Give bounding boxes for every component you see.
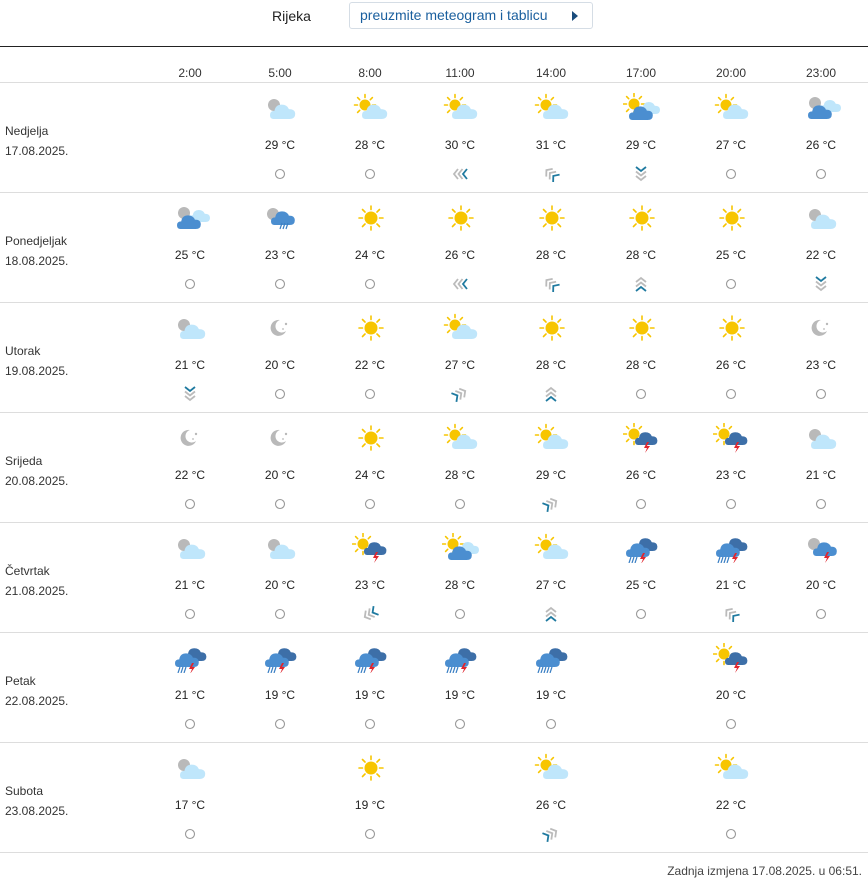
day-label [5,121,68,161]
forecast-cell[interactable] [330,83,410,193]
temperature: 27 °C [715,138,747,152]
temperature: 19 °C [264,688,296,702]
forecast-cell[interactable] [511,413,591,523]
temperature: 28 °C [354,138,386,152]
forecast-cell[interactable] [601,193,681,303]
heavy-rain-thunderstorm-icon [713,533,751,563]
day-date: 18.08.2025. [5,254,69,268]
forecast-cell[interactable] [420,633,500,743]
rain-thunderstorm-icon [352,643,390,673]
temperature: 28 °C [444,468,476,482]
forecast-cell[interactable] [330,523,410,633]
hour-label: 14:00 [535,66,567,80]
rain-thunderstorm-icon [172,643,210,673]
temperature: 22 °C [174,468,206,482]
night-partly-cloudy-icon [803,203,841,233]
forecast-cell[interactable] [150,523,230,633]
temperature: 19 °C [354,798,386,812]
forecast-cell[interactable] [420,413,500,523]
sun-cloud-icon [442,93,480,123]
forecast-cell[interactable] [781,413,861,523]
temperature: 21 °C [805,468,837,482]
sun-clouds-dark-icon [442,533,480,563]
forecast-cell[interactable] [240,633,320,743]
temperature: 22 °C [715,798,747,812]
day-date: 20.08.2025. [5,474,69,488]
sun-icon [533,313,571,343]
sun-icon [713,313,751,343]
sun-cloud-icon [442,313,480,343]
sun-icon [352,753,390,783]
sun-clouds-dark-icon [623,93,661,123]
moon-icon [172,423,210,453]
wind-up-icon [542,606,560,622]
forecast-cell[interactable] [330,633,410,743]
day-date: 22.08.2025. [5,694,69,708]
calm-icon [181,826,199,842]
temperature: 20 °C [264,468,296,482]
temperature: 20 °C [264,358,296,372]
calm-icon [722,166,740,182]
sun-thunderstorm-icon [713,643,751,673]
last-update-text: Zadnja izmjena 17.08.2025. u 06:51. [667,864,862,878]
day-row [0,303,868,413]
temperature: 19 °C [535,688,567,702]
sun-thunderstorm-icon [352,533,390,563]
forecast-cell[interactable] [511,303,591,413]
temperature: 26 °C [535,798,567,812]
sun-thunderstorm-icon [713,423,751,453]
calm-icon [181,276,199,292]
sun-icon [352,203,390,233]
temperature: 17 °C [174,798,206,812]
calm-icon [361,166,379,182]
forecast-cell[interactable] [691,303,771,413]
calm-icon [812,386,830,402]
temperature: 21 °C [174,578,206,592]
temperature: 23 °C [805,358,837,372]
calm-icon [722,386,740,402]
forecast-cell[interactable] [781,83,861,193]
temperature: 28 °C [625,358,657,372]
temperature: 23 °C [354,578,386,592]
wind-upright-icon [451,386,469,402]
forecast-cell[interactable] [511,83,591,193]
day-name: Petak [5,674,36,688]
forecast-cell[interactable] [330,413,410,523]
forecast-cell[interactable] [511,523,591,633]
temperature: 25 °C [625,578,657,592]
sun-cloud-icon [533,93,571,123]
temperature: 24 °C [354,248,386,262]
forecast-cell[interactable] [781,523,861,633]
forecast-cell[interactable] [691,413,771,523]
night-partly-cloudy-icon [172,313,210,343]
wind-up-icon [632,276,650,292]
moon-icon [262,313,300,343]
day-label [5,451,68,491]
sun-cloud-icon [533,423,571,453]
sun-icon [623,313,661,343]
temperature: 20 °C [715,688,747,702]
day-name: Srijeda [5,454,43,468]
hours-header [0,66,868,82]
wind-up-icon [542,386,560,402]
temperature: 29 °C [535,468,567,482]
forecast-cell[interactable] [691,193,771,303]
temperature: 29 °C [264,138,296,152]
forecast-cell[interactable] [691,523,771,633]
day-row [0,193,868,303]
calm-icon [632,386,650,402]
night-rain-icon [262,203,300,233]
night-thunderstorm-icon [803,533,841,563]
heavy-rain-thunderstorm-icon [442,643,480,673]
calm-icon [722,496,740,512]
calm-icon [361,716,379,732]
day-date: 23.08.2025. [5,804,69,818]
hour-label: 11:00 [445,66,475,80]
calm-icon [812,496,830,512]
rain-thunderstorm-icon [623,533,661,563]
forecast-cell[interactable] [781,303,861,413]
calm-icon [722,826,740,842]
hour-label: 17:00 [625,66,657,80]
forecast-cell[interactable] [240,193,320,303]
hour-label: 5:00 [268,66,292,80]
day-name: Nedjelja [5,124,49,138]
forecast-cell[interactable] [601,523,681,633]
night-clouds-dark-icon [803,93,841,123]
wind-left-strong-icon [451,276,469,292]
day-name: Utorak [5,344,41,358]
calm-icon [271,386,289,402]
forecast-cell[interactable] [150,413,230,523]
calm-icon [361,386,379,402]
forecast-cell[interactable] [150,303,230,413]
temperature: 21 °C [715,578,747,592]
sun-icon [533,203,571,233]
sun-cloud-icon [533,533,571,563]
day-label [5,231,68,271]
day-name: Ponedjeljak [5,234,68,248]
calm-icon [271,496,289,512]
forecast-cell[interactable] [240,523,320,633]
temperature: 21 °C [174,358,206,372]
day-row [0,633,868,743]
temperature: 28 °C [535,248,567,262]
temperature: 26 °C [805,138,837,152]
forecast-cell[interactable] [330,303,410,413]
temperature: 28 °C [625,248,657,262]
temperature: 27 °C [535,578,567,592]
sun-cloud-icon [352,93,390,123]
temperature: 20 °C [264,578,296,592]
hour-label: 20:00 [715,66,747,80]
calm-icon [542,716,560,732]
night-partly-cloudy-icon [262,533,300,563]
temperature: 23 °C [264,248,296,262]
day-name: Subota [5,784,44,798]
calm-icon [722,716,740,732]
city-name: Rijeka [272,8,311,24]
night-partly-cloudy-icon [172,533,210,563]
temperature: 21 °C [174,688,206,702]
hour-label: 8:00 [358,66,382,80]
sun-cloud-icon [442,423,480,453]
rain-thunderstorm-icon [262,643,300,673]
night-partly-cloudy-icon [262,93,300,123]
temperature: 19 °C [354,688,386,702]
moon-icon [262,423,300,453]
forecast-cell[interactable] [150,743,230,853]
temperature: 26 °C [625,468,657,482]
temperature: 23 °C [715,468,747,482]
wind-down-icon [181,386,199,402]
day-date: 17.08.2025. [5,144,69,158]
temperature: 25 °C [174,248,206,262]
temperature: 24 °C [354,468,386,482]
wind-upleft-icon [722,606,740,622]
wind-downleft-icon [361,606,379,622]
day-date: 19.08.2025. [5,364,69,378]
forecast-cell[interactable] [511,633,591,743]
forecast-cell[interactable] [330,743,410,853]
download-meteogram-label: preuzmite meteogram i tablicu [360,7,548,23]
sun-thunderstorm-icon [623,423,661,453]
temperature: 31 °C [535,138,567,152]
temperature: 20 °C [805,578,837,592]
day-row [0,743,868,853]
forecast-cell[interactable] [511,193,591,303]
temperature: 26 °C [444,248,476,262]
day-name: Četvrtak [5,564,50,578]
temperature: 30 °C [444,138,476,152]
forecast-cell[interactable] [150,633,230,743]
sun-icon [713,203,751,233]
forecast-cell[interactable] [420,523,500,633]
day-row [0,83,868,193]
calm-icon [451,606,469,622]
forecast-cell[interactable] [240,83,320,193]
sun-icon [352,313,390,343]
calm-icon [722,276,740,292]
sun-cloud-icon [533,753,571,783]
forecast-cell[interactable] [601,83,681,193]
wind-upleft-icon [542,166,560,182]
calm-icon [361,826,379,842]
calm-icon [361,276,379,292]
calm-icon [271,166,289,182]
forecast-cell[interactable] [691,633,771,743]
sun-icon [623,203,661,233]
day-row [0,523,868,633]
day-label [5,671,68,711]
temperature: 26 °C [715,358,747,372]
night-partly-cloudy-icon [803,423,841,453]
calm-icon [451,496,469,512]
forecast-cell[interactable] [601,303,681,413]
moon-icon [803,313,841,343]
wind-upleft-icon [542,276,560,292]
forecast-cell[interactable] [420,83,500,193]
calm-icon [632,496,650,512]
temperature: 28 °C [535,358,567,372]
calm-icon [181,496,199,512]
calm-icon [361,496,379,512]
calm-icon [271,606,289,622]
calm-icon [271,276,289,292]
sun-cloud-icon [713,753,751,783]
temperature: 28 °C [444,578,476,592]
calm-icon [181,606,199,622]
day-row [0,413,868,523]
calm-icon [632,606,650,622]
forecast-cell[interactable] [691,743,771,853]
calm-icon [812,166,830,182]
wind-left-strong-icon [451,166,469,182]
sun-icon [352,423,390,453]
hour-label: 23:00 [805,66,837,80]
wind-upright-icon [542,826,560,842]
forecast-cell[interactable] [420,303,500,413]
forecast-cell[interactable] [240,303,320,413]
day-date: 21.08.2025. [5,584,69,598]
forecast-cell[interactable] [781,193,861,303]
forecast-cell[interactable] [601,413,681,523]
top-bar [0,0,868,34]
day-label [5,781,68,821]
wind-down-icon [812,276,830,292]
night-clouds-dark-icon [172,203,210,233]
calm-icon [812,606,830,622]
calm-icon [451,716,469,732]
day-label [5,341,68,381]
temperature: 19 °C [444,688,476,702]
forecast-cell[interactable] [511,743,591,853]
night-partly-cloudy-icon [172,753,210,783]
temperature: 22 °C [354,358,386,372]
temperature: 27 °C [444,358,476,372]
temperature: 29 °C [625,138,657,152]
heavy-rain-icon [533,643,571,673]
temperature: 25 °C [715,248,747,262]
forecast-cell[interactable] [691,83,771,193]
temperature: 22 °C [805,248,837,262]
caret-right-icon [572,11,578,21]
header-divider [0,46,868,47]
forecast-cell[interactable] [240,413,320,523]
day-label [5,561,68,601]
hour-label: 2:00 [178,66,202,80]
forecast-cell[interactable] [150,193,230,303]
wind-down-icon [632,166,650,182]
forecast-cell[interactable] [330,193,410,303]
calm-icon [181,716,199,732]
wind-upright-icon [542,496,560,512]
forecast-cell[interactable] [420,193,500,303]
sun-cloud-icon [713,93,751,123]
sun-icon [442,203,480,233]
calm-icon [271,716,289,732]
download-meteogram-button[interactable] [349,2,593,29]
